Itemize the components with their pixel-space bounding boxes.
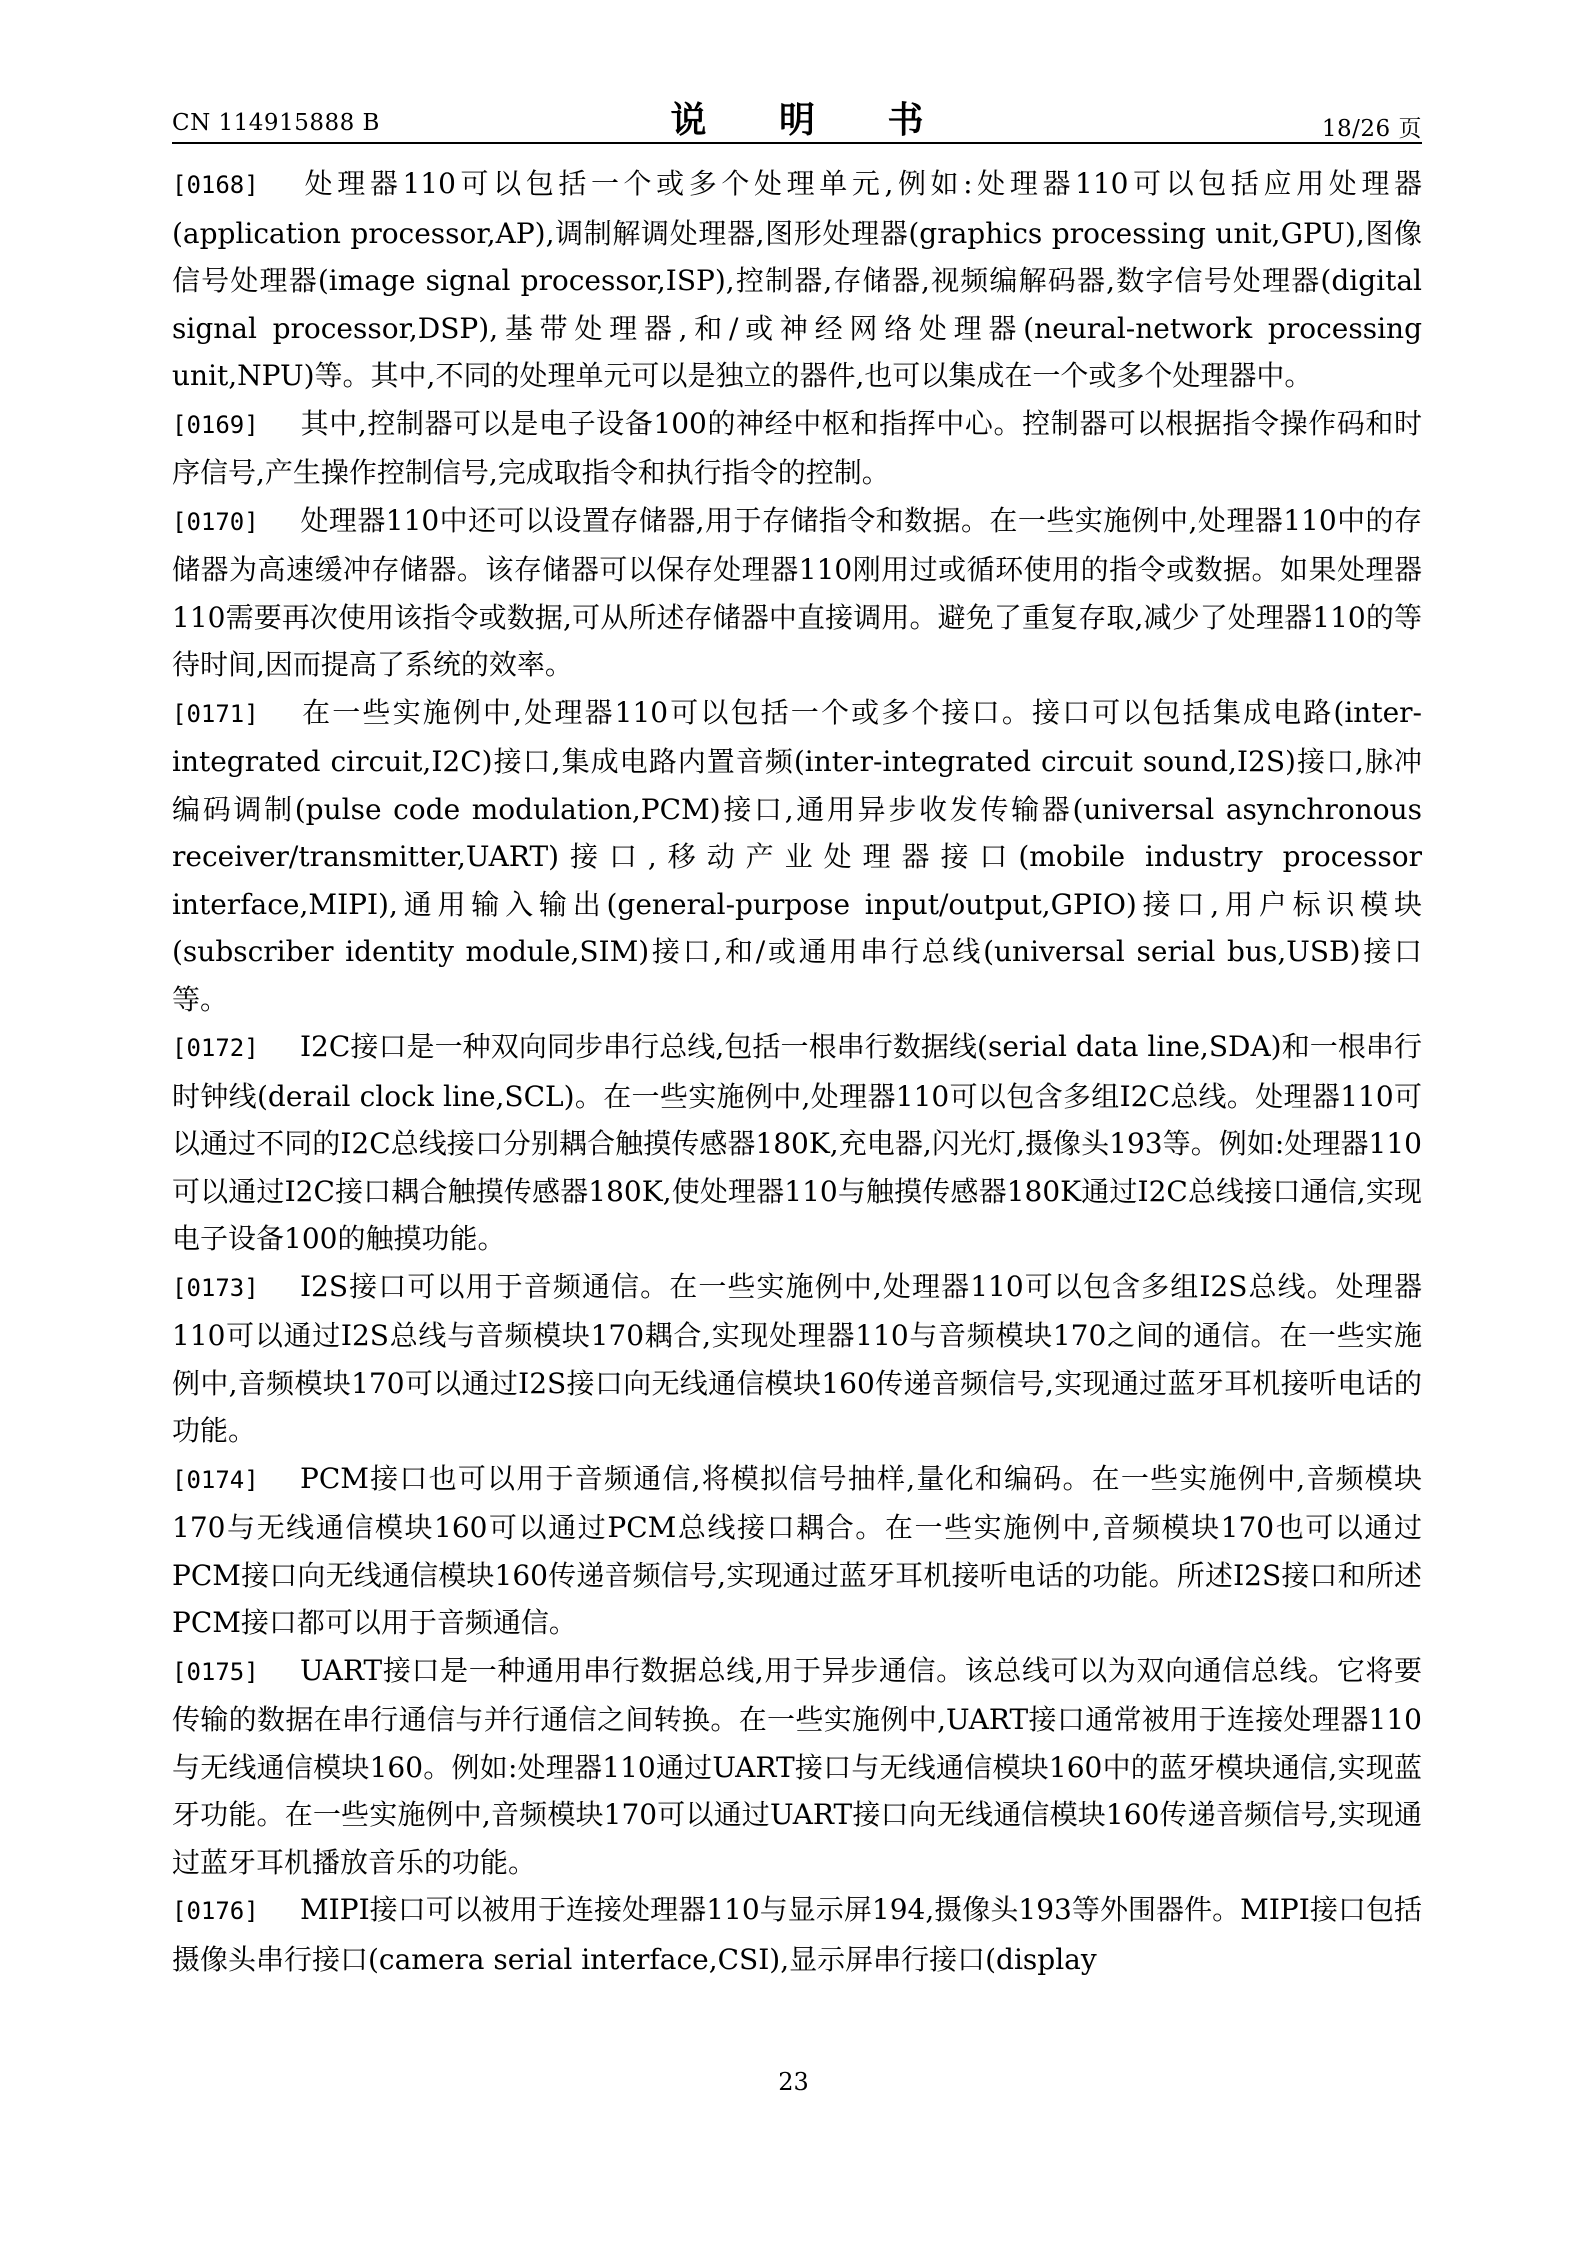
page-count: 18/26 页	[1321, 116, 1422, 142]
page-header	[172, 92, 1422, 144]
paragraph	[172, 497, 1422, 689]
paragraph-number: [0169]	[172, 410, 259, 439]
paragraph-text: UART接口是一种通用串行数据总线,用于异步通信。该总线可以为双向通信总线。它将要传输的数据在串行通信与并行通信之间转换。在一些实施例中,UART接口通常被用于连接处理器110与无线通信模块160。例如:处理器110通过UART接口与无线通信模块160中的蓝牙模块通信,实现蓝牙功能。在一些实施例中,音频模块170可以通过UART接口向无线通信模块160传递音频信号,实现通过蓝牙耳机播放音乐的功能。	[172, 1653, 1422, 1879]
paragraph-text: I2C接口是一种双向同步串行总线,包括一根串行数据线(serial data line,SDA)和一根串行时钟线(derail clock line,SCL)。在一些实施例中,处理器110可以包含多组I2C总线。处理器110可以通过不同的I2C总线接口分别耦合触摸传感器180K,充电器,闪光灯,摄像头193等。例如:处理器110可以通过I2C接口耦合触摸传感器180K,使处理器110与触摸传感器180K通过I2C总线接口通信,实现电子设备100的触摸功能。	[172, 1030, 1422, 1255]
paragraph	[172, 1647, 1422, 1887]
document-body	[172, 160, 1422, 1983]
paragraph-text: 其中,控制器可以是电子设备100的神经中枢和指挥中心。控制器可以根据指令操作码和时序信号,产生操作控制信号,完成取指令和执行指令的控制。	[172, 406, 1422, 489]
paragraph-number: [0170]	[172, 507, 259, 536]
paragraph	[172, 400, 1422, 497]
page-number: 23	[778, 2068, 809, 2096]
paragraph	[172, 1023, 1422, 1263]
paragraph-text: MIPI接口可以被用于连接处理器110与显示屏194,摄像头193等外围器件。MIPI接口包括摄像头串行接口(camera serial interface,CSI),显示屏串行接口(display	[172, 1893, 1422, 1976]
paragraph-number: [0168]	[172, 171, 259, 199]
paragraph-text: I2S接口可以用于音频通信。在一些实施例中,处理器110可以包含多组I2S总线。处理器110可以通过I2S总线与音频模块170耦合,实现处理器110与音频模块170之间的通信。在一些实施例中,音频模块170可以通过I2S接口向无线通信模块160传递音频信号,实现通过蓝牙耳机接听电话的功能。	[172, 1269, 1422, 1447]
paragraph	[172, 689, 1422, 1024]
paragraph	[172, 1263, 1422, 1455]
publication-number: CN 114915888 B	[172, 110, 380, 136]
paragraph-text: 在一些实施例中,处理器110可以包括一个或多个接口。接口可以包括集成电路(inter-integrated circuit,I2C)接口,集成电路内置音频(inter-integrated circuit sound,I2S)接口,脉冲编码调制(pulse code modulation,PCM)接口,通用异步收发传输器(universal asynchronous receiver/transmitter,UART)接口,移动产业处理器接口(mobile industry processor interface,MIPI),通用输入输出(general-purpose input/output,GPIO)接口,用户标识模块(subscriber identity module,SIM)接口,和/或通用串行总线(universal serial bus,USB)接口等。	[172, 695, 1422, 1016]
paragraph-number: [0172]	[172, 1034, 259, 1062]
paragraph-text: 处理器110可以包括一个或多个处理单元,例如:处理器110可以包括应用处理器(application processor,AP),调制解调处理器,图形处理器(graphics processing unit,GPU),图像信号处理器(image signal processor,ISP),控制器,存储器,视频编解码器,数字信号处理器(digital signal processor,DSP),基带处理器,和/或神经网络处理器(neural-network processing unit,NPU)等。其中,不同的处理单元可以是独立的器件,也可以集成在一个或多个处理器中。	[172, 167, 1422, 392]
paragraph	[172, 160, 1422, 400]
paragraph-text: PCM接口也可以用于音频通信,将模拟信号抽样,量化和编码。在一些实施例中,音频模块170与无线通信模块160可以通过PCM总线接口耦合。在一些实施例中,音频模块170也可以通过PCM接口向无线通信模块160传递音频信号,实现通过蓝牙耳机接听电话的功能。所述I2S接口和所述PCM接口都可以用于音频通信。	[172, 1461, 1422, 1639]
paragraph-number: [0174]	[172, 1465, 259, 1494]
paragraph-number: [0175]	[172, 1657, 259, 1686]
paragraph	[172, 1886, 1422, 1983]
paragraph-number: [0173]	[172, 1273, 259, 1302]
paragraph	[172, 1455, 1422, 1647]
paragraph-number: [0171]	[172, 699, 259, 728]
paragraph-text: 处理器110中还可以设置存储器,用于存储指令和数据。在一些实施例中,处理器110中的存储器为高速缓冲存储器。该存储器可以保存处理器110刚用过或循环使用的指令或数据。如果处理器110需要再次使用该指令或数据,可从所述存储器中直接调用。避免了重复存取,减少了处理器110的等待时间,因而提高了系统的效率。	[172, 503, 1422, 681]
document-title: 说 明 书	[670, 99, 954, 141]
paragraph-number: [0176]	[172, 1897, 259, 1925]
